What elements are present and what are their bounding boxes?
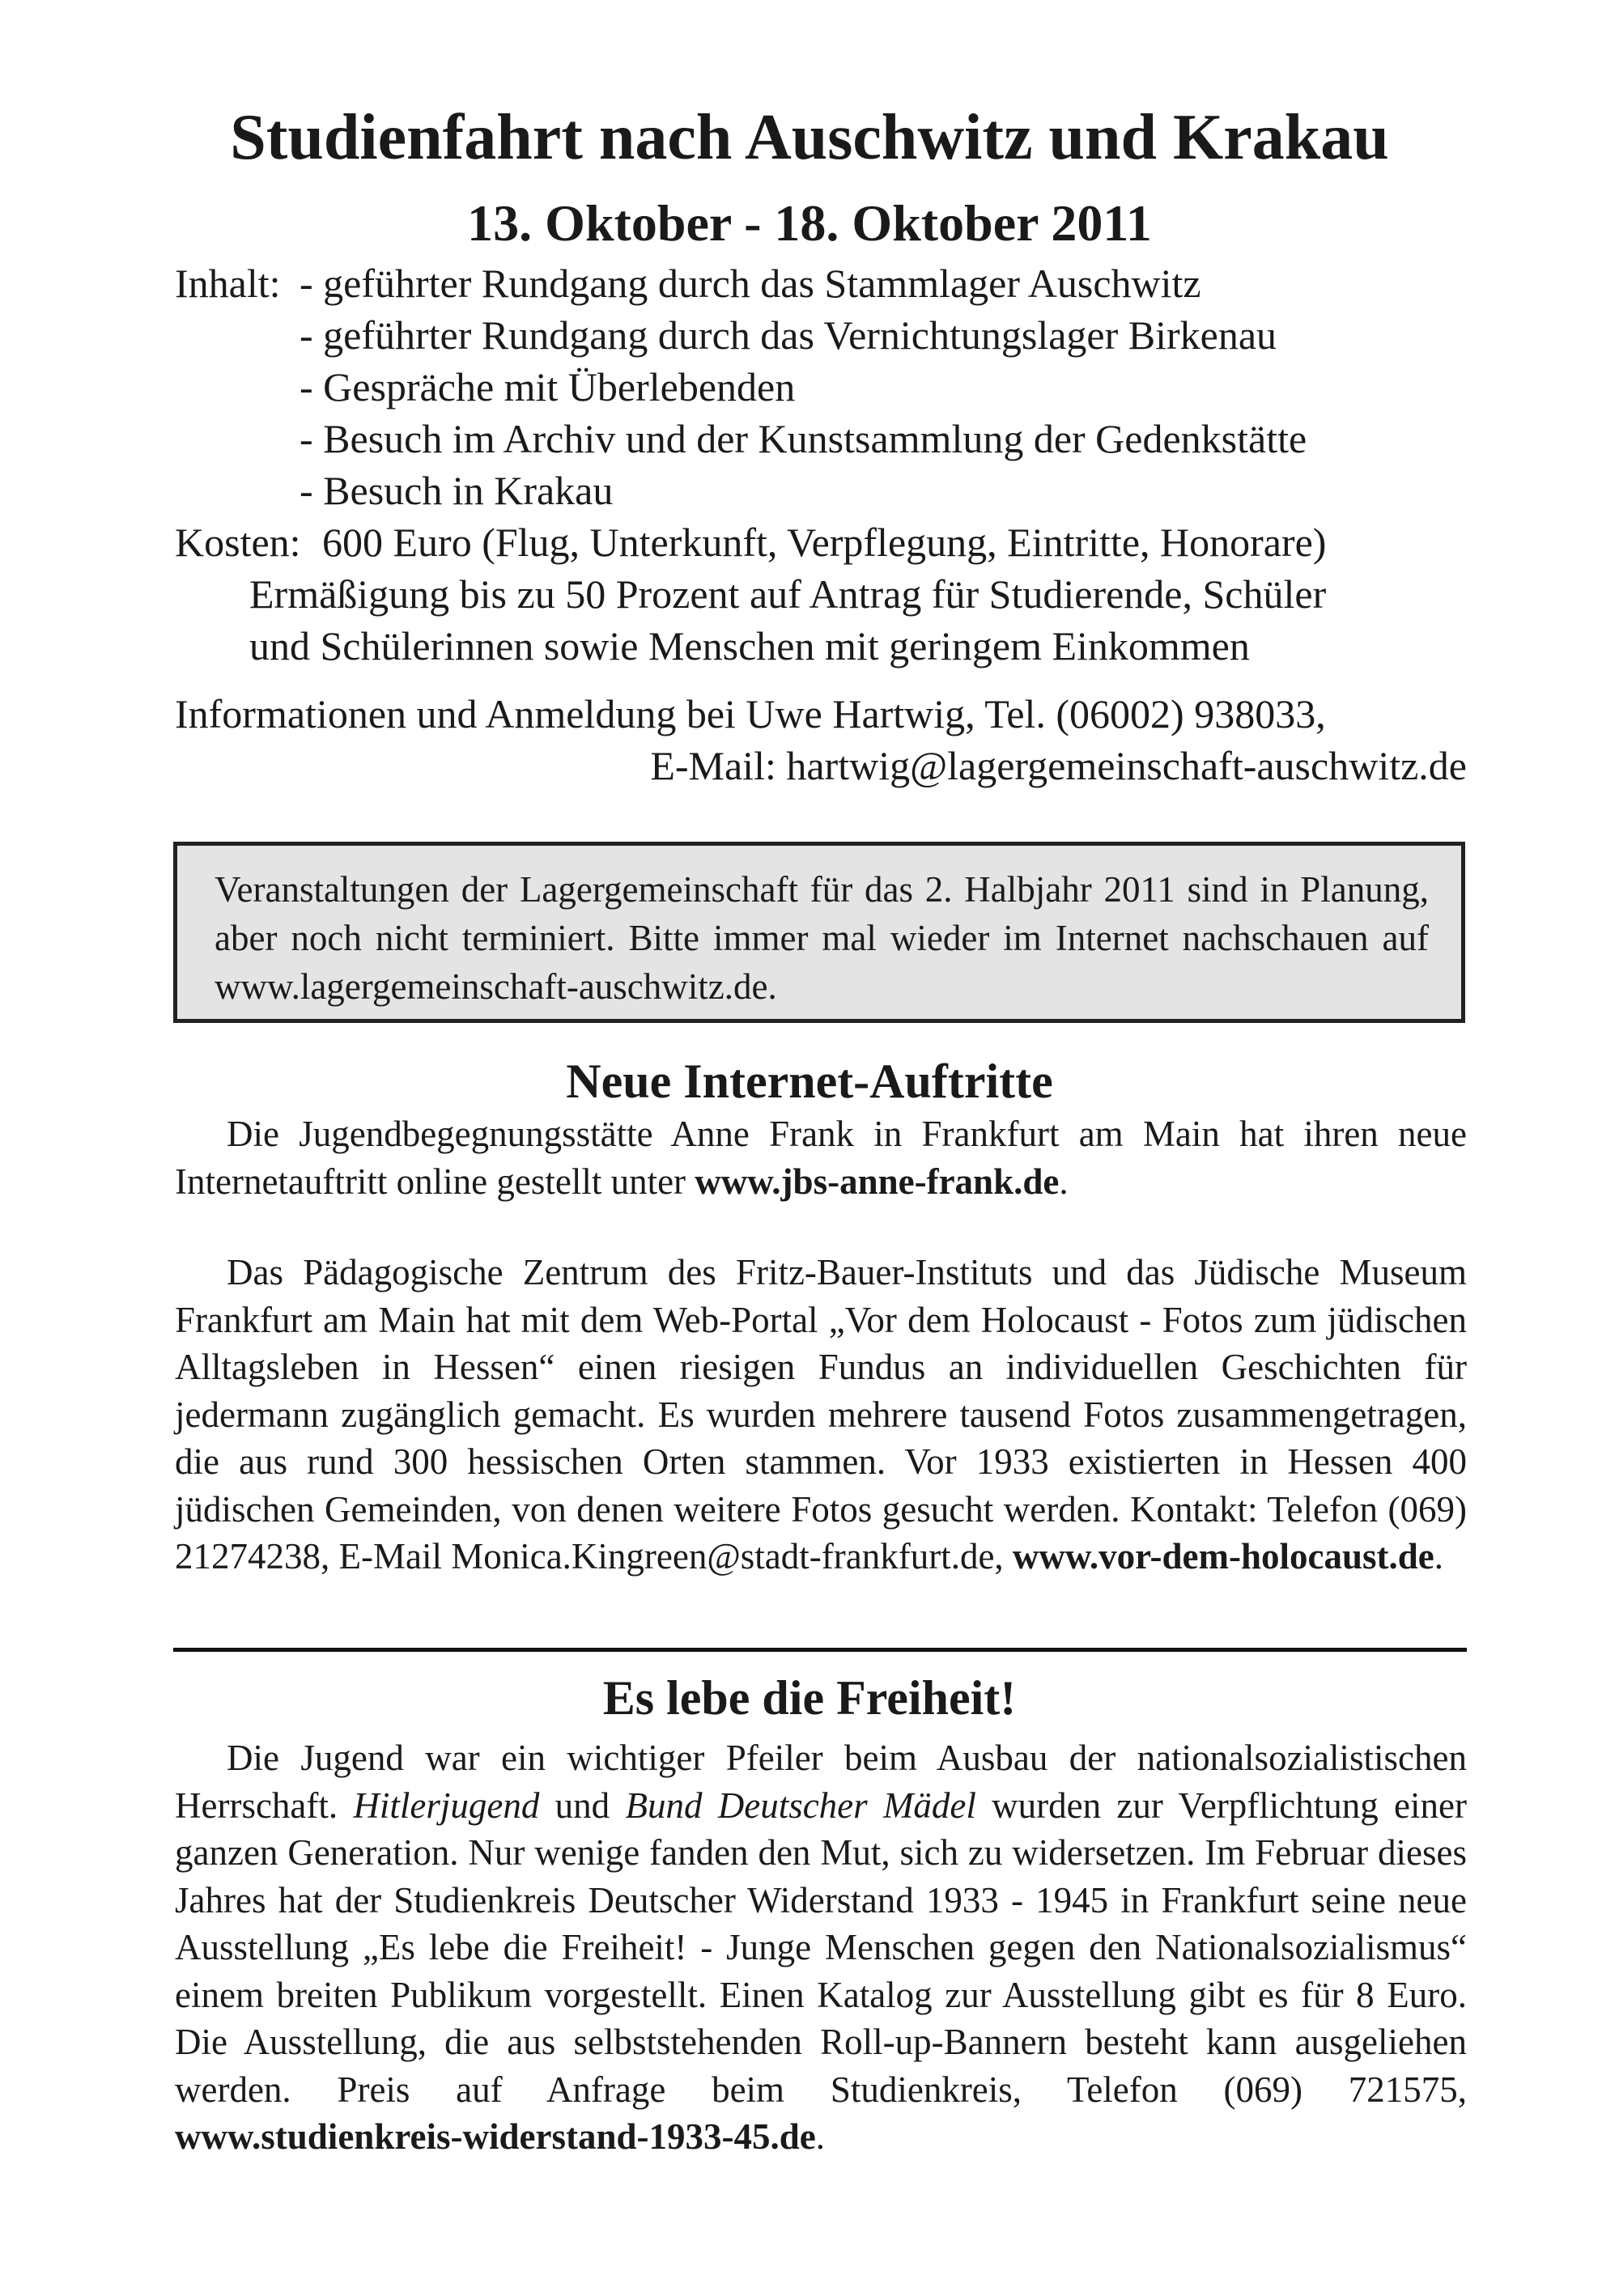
content-item: - geführter Rundgang durch das Vernichtungslager Birkenau (300, 312, 1277, 358)
content-item: - Besuch in Krakau (300, 468, 614, 513)
discount-line: Ermäßigung bis zu 50 Prozent auf Antrag für Studierende, Schüler (249, 571, 1327, 617)
email-line: E-Mail: hartwig@lagergemeinschaft-auschwitz.de (650, 743, 1467, 788)
internet-paragraph-2 (175, 1249, 1467, 1581)
content-item: - Gespräche mit Überlebenden (300, 364, 796, 410)
paragraph-end: . (1059, 1161, 1069, 1202)
internet-paragraph-1 (175, 1110, 1467, 1205)
paragraph-italic: Hitlerjugend (353, 1785, 540, 1826)
paragraph-text: Die Jugend war ein wichtiger Pfeiler beim Ausbau der nationalsozialistischen Herrschaft. (175, 1738, 1467, 1826)
freedom-paragraph (175, 1734, 1467, 2161)
paragraph-end: . (815, 2116, 825, 2157)
notice-text: Veranstaltungen der Lagergemeinschaft für das 2. Halbjahr 2011 sind in Planung, aber noch nicht terminiert. Bitte immer mal wieder im Internet nachschauen auf www.lagergemeinschaft-auschwitz.de. (215, 869, 1429, 1007)
costs-label: Kosten: (175, 520, 301, 565)
content-label: Inhalt: (175, 261, 281, 306)
holocaust-portal-link[interactable]: www.vor-dem-holocaust.de (1012, 1536, 1434, 1577)
info-line: Informationen und Anmeldung bei Uwe Hartwig, Tel. (06002) 938033, (175, 691, 1326, 736)
freedom-heading: Es lebe die Freiheit! (602, 1671, 1017, 1725)
anne-frank-link[interactable]: www.jbs-anne-frank.de (695, 1161, 1060, 1202)
content-item: - Besuch im Archiv und der Kunstsammlung der Gedenkstätte (300, 416, 1307, 461)
paragraph-text: Das Pädagogische Zentrum des Fritz-Bauer-Instituts und das Jüdische Museum Frankfurt am Main hat mit dem Web-Portal „Vor dem Holocaust - Fotos zum jüdischen Alltagsleben in Hessen“ einen riesigen Fundus an individuellen Geschichten für jedermann zugänglich gemacht. Es wurden mehrere tausend Fotos zusammengetragen, die aus rund 300 hessischen Orten stammen. Vor 1933 existierten in Hessen 400 jüdischen Gemeinden, von denen weitere Fotos gesucht werden. Kontakt: Telefon (069) 21274238, E-Mail Monica.Kingreen@stadt-frankfurt.de, (175, 1252, 1467, 1577)
notice-box (173, 842, 1465, 1023)
content-item: - geführter Rundgang durch das Stammlager Auschwitz (300, 261, 1201, 306)
paragraph-end: . (1434, 1536, 1443, 1577)
section-divider (173, 1648, 1467, 1652)
costs-line: 600 Euro (Flug, Unterkunft, Verpflegung, Eintritte, Honorare) (322, 520, 1327, 565)
discount-line: und Schülerinnen sowie Menschen mit geringem Einkommen (249, 623, 1250, 668)
paragraph-text: wurden zur Verpflichtung einer ganzen Generation. Nur wenige fanden den Mut, sich zu widersetzen. Im Februar dieses Jahres hat der Studienkreis Deutscher Widerstand 1933 - 1945 in Frankfurt seine neue Ausstellung „Es lebe die Freiheit! - Junge Menschen gegen den Nationalsozialismus“ einem breiten Publikum vorgestellt. Einen Katalog zur Ausstellung gibt es für 8 Euro. Die Ausstellung, die aus selbststehenden Roll-up-Bannern besteht kann ausgeliehen werden. Preis auf Anfrage beim Studienkreis, Telefon (069) 721575, (175, 1785, 1467, 2110)
internet-heading: Neue Internet-Auftritte (566, 1055, 1053, 1108)
studienkreis-link[interactable]: www.studienkreis-widerstand-1933-45.de (175, 2116, 816, 2157)
paragraph-text: Die Jugendbegegnungsstätte Anne Frank in Frankfurt am Main hat ihren neue Internetauftritt online gestellt unter (175, 1114, 1467, 1202)
trip-title: Studienfahrt nach Auschwitz und Krakau (230, 102, 1389, 173)
trip-dates: 13. Oktober - 18. Oktober 2011 (467, 194, 1152, 252)
paragraph-text: und (539, 1785, 626, 1826)
paragraph-italic: Bund Deutscher Mädel (625, 1785, 976, 1826)
